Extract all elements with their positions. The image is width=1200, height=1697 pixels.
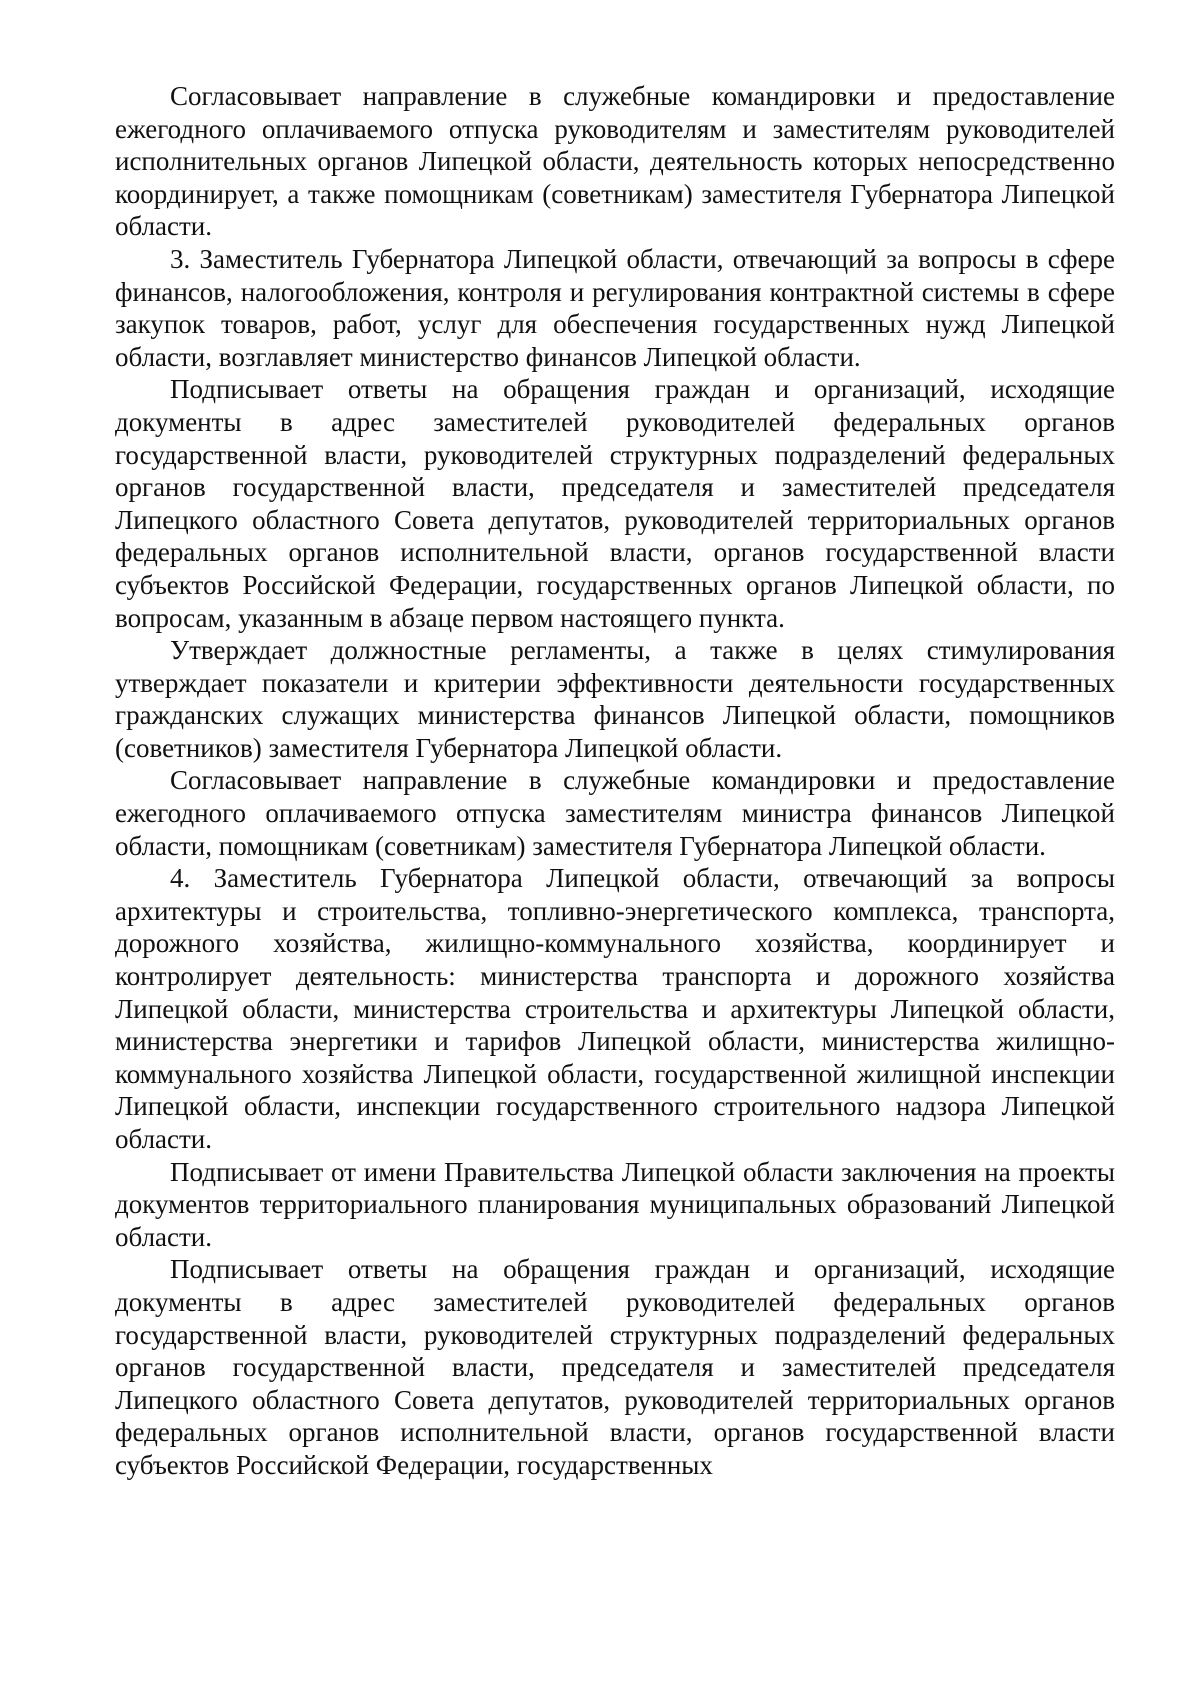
paragraph-item-3-finance: 3. Заместитель Губернатора Липецкой области, отвечающий за вопросы в сфере финансов, налогообложения, контроля и регулирования контрактной системы в сфере закупок товаров, работ, услуг для обеспечения государственных нужд Липецкой области, возглавляет министерство финансов Липецкой области.	[115, 243, 1115, 372]
paragraph-signs-responses: Подписывает ответы на обращения граждан и организаций, исходящие документы в адрес заместителей руководителей федеральных органов государственной власти, руководителей структурных подразделений федеральных органов государственной власти, председателя и заместителей председателя Липецкого областного Совета депутатов, руководителей территориальных органов федеральных органов исполнительной власти, органов государственной власти субъектов Российской Федерации, государственных органов Липецкой области, по вопросам, указанным в абзаце первом настоящего пункта.	[115, 374, 1115, 633]
paragraph-approves-trips-finance: Согласовывает направление в служебные командировки и предоставление ежегодного оплачиваемого отпуска заместителям министра финансов Липецкой области, помощникам (советникам) заместителя Губернатора Липецкой области.	[115, 765, 1115, 861]
document-body	[115, 80, 1115, 1482]
paragraph-coordination-trips: Согласовывает направление в служебные командировки и предоставление ежегодного оплачиваемого отпуска руководителям и заместителям руководителей исполнительных органов Липецкой области, деятельность которых непосредственно координирует, а также помощникам (советникам) заместителя Губернатора Липецкой области.	[115, 81, 1115, 242]
paragraph-approves-regulations: Утверждает должностные регламенты, а также в целях стимулирования утверждает показатели и критерии эффективности деятельности государственных гражданских служащих министерства финансов Липецкой области, помощников (советников) заместителя Губернатора Липецкой области.	[115, 635, 1115, 763]
paragraph-signs-conclusions: Подписывает от имени Правительства Липецкой области заключения на проекты документов территориального планирования муниципальных образований Липецкой области.	[115, 1156, 1115, 1252]
paragraph-signs-responses-2: Подписывает ответы на обращения граждан и организаций, исходящие документы в адрес заместителей руководителей федеральных органов государственной власти, руководителей структурных подразделений федеральных органов государственной власти, председателя и заместителей председателя Липецкого областного Совета депутатов, руководителей территориальных органов федеральных органов исполнительной власти, органов государственной власти субъектов Российской Федерации, государственных	[115, 1254, 1115, 1480]
paragraph-item-4-architecture: 4. Заместитель Губернатора Липецкой области, отвечающий за вопросы архитектуры и строительства, топливно-энергетического комплекса, транспорта, дорожного хозяйства, жилищно-коммунального хозяйства, координирует и контролирует деятельность: министерства транспорта и дорожного хозяйства Липецкой области, министерства строительства и архитектуры Липецкой области, министерства энергетики и тарифов Липецкой области, министерства жилищно-коммунального хозяйства Липецкой области, государственной жилищной инспекции Липецкой области, инспекции государственного строительного надзора Липецкой области.	[115, 863, 1115, 1154]
